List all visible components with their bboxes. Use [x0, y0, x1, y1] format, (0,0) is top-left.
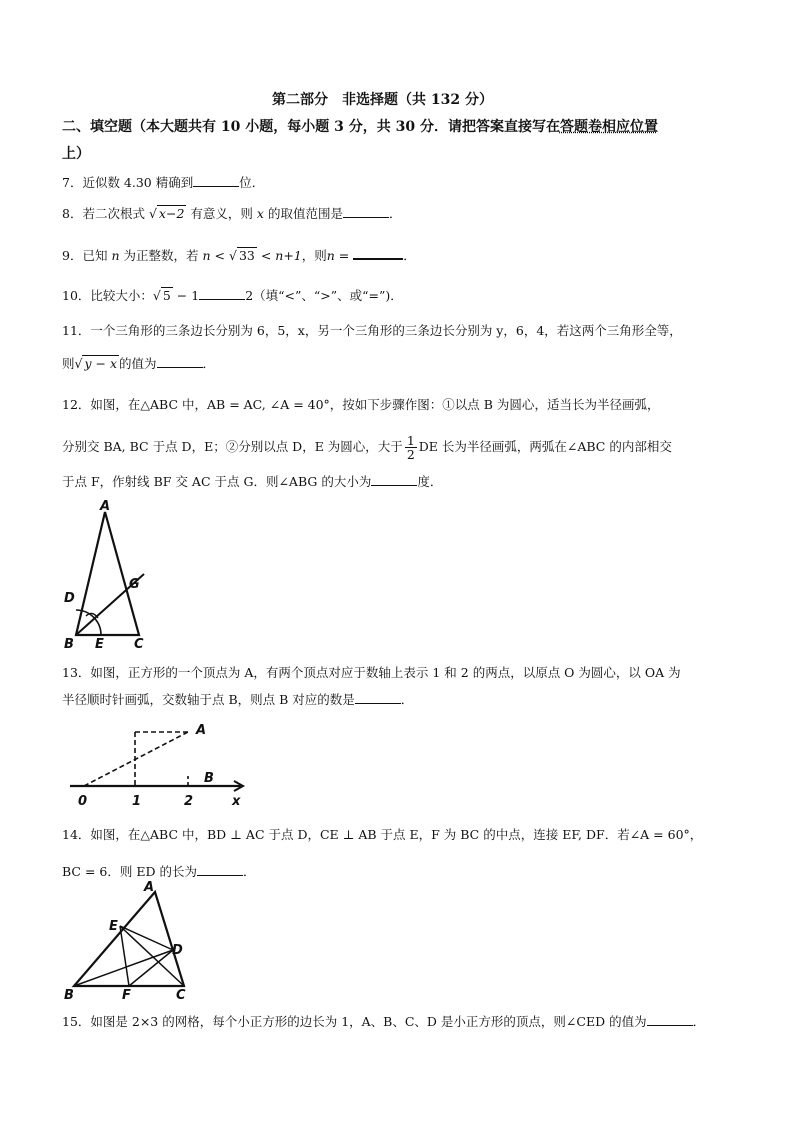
question-14-line1: 14．如图，在△ABC 中，BD ⊥ AC 于点 D，CE ⊥ AB 于点 E，F 为 BC 的中点，连接 EF, DF．若∠A = 60°， — [62, 827, 703, 842]
q9-mid: 为正整数，若 — [123, 248, 199, 263]
section-title-part1: 二、填空题（本大题共有 10 小题，每小题 3 分，共 30 分．请把答案直接写在 — [62, 119, 560, 135]
q9-ineq-b: < n+1 — [256, 248, 302, 263]
question-10: 10．比较大小：√ 5 − 1 2（填“<”、“>”、或“=”)． — [62, 288, 403, 303]
question-14-line2 — [62, 863, 255, 880]
q12-line3-end: 度． — [417, 474, 443, 489]
q11-line2-suffix: 的值为 — [119, 356, 157, 371]
question-13-line2 — [62, 691, 413, 708]
q13-end: ． — [400, 692, 414, 707]
fig14-label-d: D — [172, 943, 183, 958]
q12-frac-den: 2 — [406, 447, 415, 462]
q15-line1: 15．如图是 2×3 的网格，每个小正方形的边长为 1，A、B、C、D 是小正方形的顶点，则∠CED 的值为 — [62, 1014, 647, 1029]
fig12-label-g: G — [129, 577, 140, 592]
question-7 — [62, 174, 264, 191]
q11-radicand: y − x — [84, 356, 118, 371]
q9-eq: = — [334, 248, 350, 263]
question-11-line1: 11．一个三角形的三条边长分别为 6，5，x，另一个三角形的三条边长分别为 y，6，4，若这两个三角形全等， — [62, 323, 682, 338]
question-12-line3 — [62, 473, 442, 490]
fig12-label-e: E — [95, 637, 104, 650]
fig14-label-b: B — [64, 988, 74, 1002]
question-9: 9．已知 n 为正整数，若 n < √ 33 < n+1，则n = ． — [62, 248, 416, 263]
q9-answer-blank[interactable] — [353, 246, 403, 260]
q11-end: ． — [202, 356, 216, 371]
fig14-label-c: C — [176, 988, 186, 1002]
fig13-label-b: B — [204, 771, 214, 786]
q10-minus: − 1 — [172, 288, 200, 303]
question-12-line1: 12．如图，在△ABC 中，AB = AC, ∠A = 40°，按如下步骤作图：①以点 B 为圆心，适当长为半径画弧， — [62, 397, 660, 412]
question-8: 8．若二次根式 √ x−2 有意义，则 x 的取值范围是 ． — [62, 206, 402, 221]
q12-fraction — [405, 434, 417, 461]
q12-line3: 于点 F，作射线 BF 交 AC 于点 G．则∠ABG 的大小为 — [62, 474, 372, 489]
q8-end: ． — [388, 206, 402, 221]
q8-answer-blank[interactable] — [343, 205, 389, 218]
q11-answer-blank[interactable] — [157, 355, 203, 368]
section-title — [62, 119, 658, 135]
q8-radicand: x−2 — [158, 206, 185, 221]
q8-var: x — [256, 206, 264, 221]
question-11-line2: 则√ y − x 的值为 ． — [62, 356, 216, 371]
section-title-dotted: 答题卷相应位置 — [559, 119, 658, 135]
q15-answer-blank[interactable] — [647, 1013, 693, 1026]
q13-answer-blank[interactable] — [355, 691, 401, 704]
fig13-label-x: x — [232, 794, 241, 809]
q8-prefix: 8．若二次根式 — [62, 206, 145, 221]
fig12-label-d: D — [64, 591, 75, 606]
q9-var2: n — [326, 248, 335, 263]
fig13-label-1: 1 — [132, 794, 142, 809]
q12-answer-blank[interactable] — [371, 473, 417, 486]
q9-radicand: 33 — [238, 248, 255, 263]
q10-answer-blank[interactable] — [199, 287, 245, 300]
q14-end: ． — [242, 864, 256, 879]
fig14-label-f: F — [122, 988, 131, 1002]
question-12-line2 — [62, 434, 672, 461]
q13-line2: 半径顺时针画弧，交数轴于点 B，则点 B 对应的数是 — [62, 692, 355, 707]
q9-tail: ，则 — [301, 248, 327, 263]
section-title-continued: 上） — [62, 146, 90, 162]
fig12-label-b: B — [64, 637, 74, 650]
figure-13 — [62, 712, 252, 812]
fig14-label-e: E — [109, 919, 118, 934]
q15-end: ． — [692, 1014, 706, 1029]
q10-prefix: 10．比较大小： — [62, 288, 153, 303]
q12-line2-b: DE 长为半径画弧，两弧在∠ABC 的内部相交 — [418, 439, 672, 454]
question-13-line1: 13．如图，正方形的一个顶点为 A，有两个顶点对应于数轴上表示 1 和 2 的两点，以原点 O 为圆心，以 OA 为 — [62, 665, 681, 680]
q14-line2: BC = 6．则 ED 的长为 — [62, 864, 197, 879]
fig14-label-a: A — [144, 880, 155, 895]
part-title: 第二部分 非选择题（共 132 分） — [272, 92, 493, 108]
q10-suffix: 2（填“<”、“>”、或“=”)． — [245, 288, 403, 303]
q12-frac-num: 1 — [406, 433, 415, 448]
q7-suffix: 位． — [239, 175, 265, 190]
fig12-label-a: A — [100, 499, 111, 514]
fig13-label-o: 0 — [78, 794, 88, 809]
q9-end: ． — [403, 248, 416, 263]
q12-line2-a: 分别交 BA, BC 于点 D，E；②分别以点 D，E 为圆心，大于 — [62, 439, 403, 454]
q9-prefix: 9．已知 — [62, 248, 108, 263]
q10-radicand: 5 — [162, 288, 171, 303]
q9-var: n — [111, 248, 120, 263]
figure-14 — [62, 880, 202, 1002]
q14-answer-blank[interactable] — [197, 863, 243, 876]
q7-answer-blank[interactable] — [193, 174, 239, 187]
figure-12 — [62, 498, 162, 650]
q11-line2-prefix: 则 — [62, 356, 75, 371]
q8-suffix: 的取值范围是 — [267, 206, 343, 221]
q8-mid: 有意义，则 — [190, 206, 253, 221]
question-15 — [62, 1013, 705, 1030]
q9-ineq-a: n < — [202, 248, 229, 263]
fig13-label-a: A — [196, 723, 207, 738]
fig12-label-c: C — [134, 637, 144, 650]
fig13-label-2: 2 — [184, 794, 194, 809]
q7-text: 7．近似数 4.30 精确到 — [62, 175, 194, 190]
